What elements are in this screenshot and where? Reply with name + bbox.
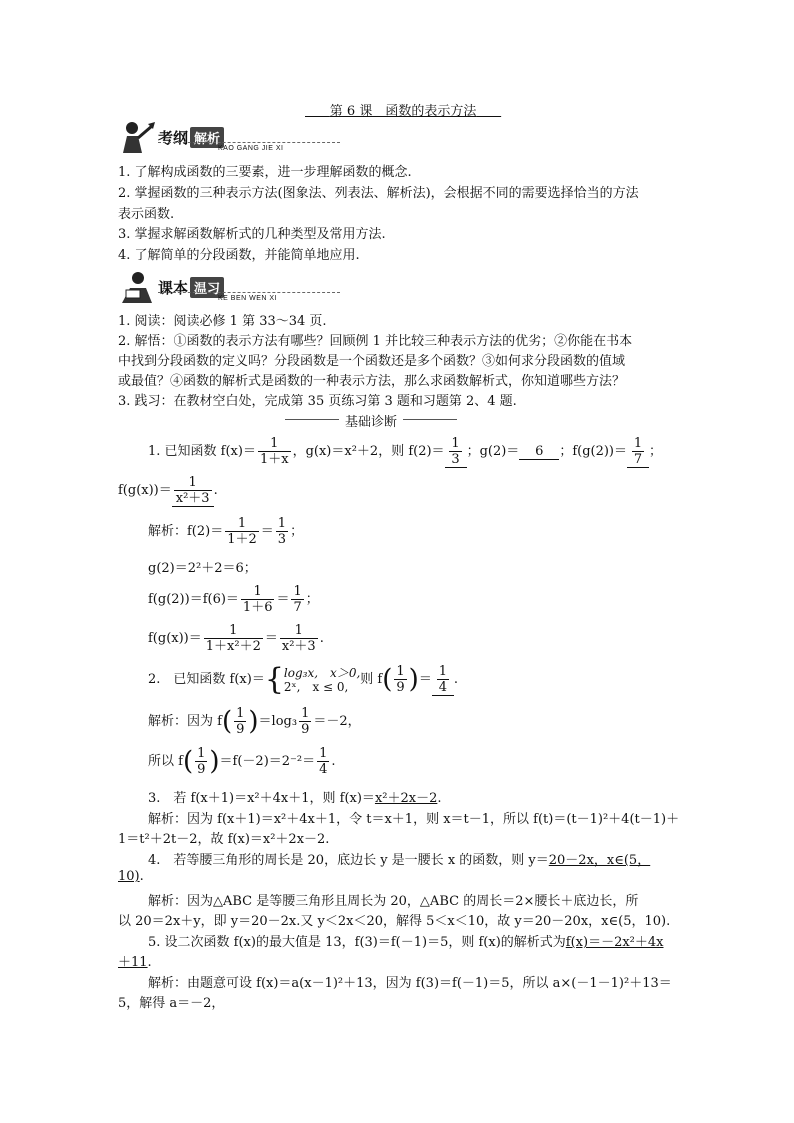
solution-2-line: 所以 f( $\frac{1}{9}$ )＝f(－2)＝2⁻²＝ $\frac{1}{4}$ . bbox=[148, 746, 336, 777]
question-5: 5. 设二次函数 f(x)的最大值是 13，f(3)＝f(－1)＝5，则 f(x)的解析式为f(x)＝－2x²＋4x bbox=[148, 935, 664, 950]
solution-1-line: 解析：f(2)＝ $\frac{1}{1+2}$ ＝ $\frac{1}{3}$ ； bbox=[148, 516, 304, 547]
solution-1-line: f(g(2))＝f(6)＝ $\frac{1}{1+6}$ ＝ $\frac{1}{7}$ ； bbox=[148, 584, 319, 615]
banner-pinyin: KE BEN WEN XI bbox=[218, 295, 278, 302]
question-4-line2: 10). bbox=[118, 869, 144, 884]
question-1-line2: f(g(x))＝ $\frac{1}{\text{x²＋3}}$ . bbox=[118, 475, 218, 506]
solution-1-line: g(2)＝2²＋2＝6； bbox=[148, 561, 257, 576]
keben-line: 中找到分段函数的定义吗？分段函数是一个函数还是多个函数？③如何求分段函数的值域 bbox=[118, 354, 626, 369]
solution-5-line: 5，解得 a＝－2， bbox=[118, 996, 225, 1011]
section-banner-keben bbox=[118, 270, 340, 304]
person-pointing-icon bbox=[118, 120, 156, 154]
keben-line: 3. 践习：在教材空白处，完成第 35 页练习第 3 题和习题第 2、4 题. bbox=[118, 394, 517, 409]
kaogang-line: 3. 掌握求解函数解析式的几种类型及常用方法. bbox=[118, 227, 386, 242]
banner-divider bbox=[158, 292, 340, 293]
banner-box: 解析 bbox=[190, 127, 224, 148]
kaogang-line: 4. 了解简单的分段函数，并能简单地应用. bbox=[118, 248, 360, 263]
question-3: 3. 若 f(x＋1)＝x²＋4x＋1，则 f(x)＝x²＋2x－2. bbox=[148, 791, 442, 806]
kaogang-line: 表示函数. bbox=[118, 207, 175, 222]
person-reading-icon bbox=[118, 270, 156, 304]
keben-line: 2. 解悟：①函数的表示方法有哪些？回顾例 1 并比较三种表示方法的优劣；②你能在书本 bbox=[118, 334, 633, 349]
banner-box: 温习 bbox=[190, 277, 224, 298]
section-banner-kaogang bbox=[118, 120, 340, 154]
solution-4-line: 解析：因为△ABC 是等腰三角形且周长为 20，△ABC 的周长＝2×腰长＋底边长，所 bbox=[148, 894, 639, 909]
kaogang-line: 2. 掌握函数的三种表示方法(图象法、列表法、解析法)，会根据不同的需要选择恰当的方法 bbox=[118, 186, 639, 201]
banner-pinyin: KAO GANG JIE XI bbox=[218, 145, 284, 152]
solution-3-line: 解析：因为 f(x＋1)＝x²＋4x＋1，令 t＝x＋1，则 x＝t－1，所以 f(t)＝(t－1)²＋4(t－1)＋ bbox=[148, 812, 680, 827]
solution-1-line: f(g(x))＝ $\frac{1}{\text{1＋x²＋2}}$ ＝ $\frac{1}{\text{x²＋3}}$ . bbox=[148, 623, 324, 654]
keben-line: 或最值？④函数的解析式是函数的一种表示方法，那么求函数解析式，你知道哪些方法？ bbox=[118, 374, 626, 389]
solution-5-line: 解析：由题意可设 f(x)＝a(x－1)²＋13，因为 f(3)＝f(－1)＝5，所以 a×(－1－1)²＋13＝ bbox=[148, 976, 672, 991]
banner-title: 课本 bbox=[158, 278, 189, 297]
banner-divider bbox=[158, 142, 340, 143]
keben-line: 1. 阅读：阅读必修 1 第 33～34 页. bbox=[118, 314, 327, 329]
kaogang-line: 1. 了解构成函数的三要素，进一步理解函数的概念. bbox=[118, 165, 412, 180]
section-heading: 基础诊断 bbox=[345, 411, 397, 430]
banner-title: 考纲 bbox=[158, 128, 189, 147]
solution-4-line: 以 20＝2x＋y，即 y＝20－2x.又 y＜2x＜20，解得 5＜x＜10，故 y＝20－20x，x∈(5，10). bbox=[118, 914, 671, 929]
solution-3-line: 1＝t²＋2t－2，故 f(x)＝x²＋2x－2. bbox=[118, 832, 330, 847]
page-title: 第 6 课 函数的表示方法 bbox=[329, 104, 477, 119]
question-1: 1. 已知函数 f(x)＝ $\frac{1}{1+x}$ ，g(x)＝x²＋2，则 f(2)＝ $\frac{1}{3}$ ；g(2)＝ 6 ；f(g(2))＝ $\frac{1}{7}$ ； bbox=[148, 436, 663, 467]
question-2: 2. 已知函数 f(x)＝{log₃x, x＞0, 2ˣ, x ≤ 0, 则 f( $\frac{1}{9}$ )＝ $\frac{1}{4}$ . bbox=[148, 661, 458, 697]
question-4: 4. 若等腰三角形的周长是 20，底边长 y 是一腰长 x 的函数，则 y＝20－2x，x∈(5， bbox=[148, 853, 651, 868]
solution-2-line: 解析：因为 f( $\frac{1}{9}$ )＝log₃ $\frac{1}{9}$ ＝－2， bbox=[148, 706, 361, 737]
question-5-line2: ＋11. bbox=[118, 955, 152, 970]
